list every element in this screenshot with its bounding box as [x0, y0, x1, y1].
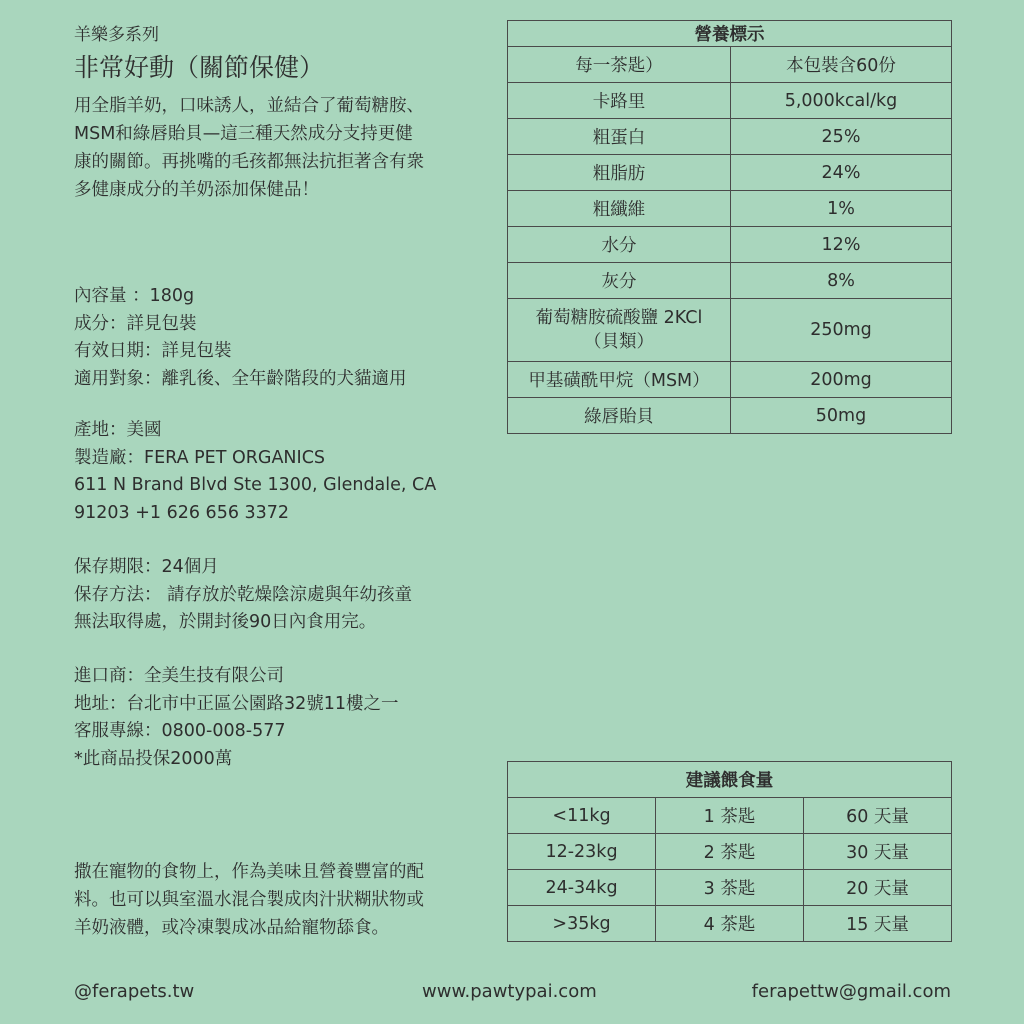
feeding-amount: 1 茶匙 [656, 798, 804, 834]
description-line: 多健康成分的羊奶添加保健品！ [74, 180, 319, 200]
nutrient-value: 24% [731, 155, 952, 191]
nutrient-name-note: （貝類） [584, 332, 654, 352]
ingredients: 成分：詳見包裝 [74, 313, 197, 334]
product-description [74, 92, 494, 204]
expiry-date: 有效日期：詳見包裝 [74, 341, 232, 361]
feeding-amount: 2 茶匙 [656, 834, 804, 870]
nutrient-value: 1% [731, 191, 952, 227]
nutrient-name: 卡路里 [508, 83, 731, 119]
origin: 產地：美國 [74, 420, 162, 440]
table-row [508, 362, 952, 398]
pet-weight: 24-34kg [508, 870, 656, 906]
table-row [508, 119, 952, 155]
serving-suggestion [74, 858, 494, 942]
storage-method: 保存方法： 請存放於乾燥陰涼處與年幼孩童 [74, 584, 413, 605]
product-spec-block [74, 283, 514, 393]
nutrient-name: 粗蛋白 [508, 119, 731, 155]
nutrient-value: 8% [731, 263, 952, 299]
origin-block [74, 417, 514, 527]
nutrition-header-serving: 每一茶匙） [508, 47, 731, 83]
table-row [508, 906, 952, 942]
product-title: 非常好動（關節保健） [74, 53, 325, 82]
email-link[interactable]: ferapettw@gmail.com [751, 981, 951, 1002]
series-name: 羊樂多系列 [74, 25, 159, 45]
nutrient-value: 250mg [731, 299, 952, 362]
table-row [508, 83, 952, 119]
manufacturer: 製造廠：FERA PET ORGANICS [74, 447, 326, 468]
nutrient-name: 甲基磺酰甲烷（MSM） [508, 362, 731, 398]
importer-block [74, 663, 514, 773]
nutrient-name: 粗脂肪 [508, 155, 731, 191]
table-row [508, 191, 952, 227]
nutrient-value: 200mg [731, 362, 952, 398]
nutrient-value: 12% [731, 227, 952, 263]
storage-block [74, 554, 514, 637]
importer-address: 地址：台北市中正區公園路32號11樓之一 [74, 693, 399, 714]
table-row [508, 398, 952, 434]
feeding-amount: 3 茶匙 [656, 870, 804, 906]
serving-line: 撒在寵物的食物上，作為美味且營養豐富的配 [74, 862, 424, 882]
storage-method-cont: 無法取得處，於開封後90日內食用完。 [74, 612, 377, 632]
nutrient-value: 5,000kcal/kg [731, 83, 952, 119]
supply-days: 30 天量 [804, 834, 952, 870]
pet-weight: 12-23kg [508, 834, 656, 870]
table-row [508, 798, 952, 834]
insurance-note: *此商品投保2000萬 [74, 748, 233, 769]
shelf-life: 保存期限：24個月 [74, 557, 219, 577]
feeding-amount: 4 茶匙 [656, 906, 804, 942]
description-line: MSM和綠唇貽貝—這三種天然成分支持更健 [74, 124, 413, 144]
pet-weight: >35kg [508, 906, 656, 942]
supply-days: 15 天量 [804, 906, 952, 942]
nutrient-name [508, 299, 731, 362]
nutrition-header-package: 本包裝含60份 [731, 47, 952, 83]
nutrient-name: 灰分 [508, 263, 731, 299]
nutrient-name: 綠唇貽貝 [508, 398, 731, 434]
service-hotline: 客服專線：0800-008-577 [74, 721, 286, 741]
table-row [508, 227, 952, 263]
manufacturer-address: 611 N Brand Blvd Ste 1300, Glendale, CA [74, 475, 437, 495]
feeding-caption: 建議餵食量 [508, 762, 952, 798]
nutrient-value: 50mg [731, 398, 952, 434]
serving-line: 料。也可以與室溫水混合製成肉汁狀糊狀物或 [74, 890, 424, 910]
description-line: 用全脂羊奶，口味誘人，並結合了葡萄糖胺、 [74, 96, 424, 116]
nutrition-table [507, 20, 952, 434]
manufacturer-phone: 91203 +1 626 656 3372 [74, 502, 290, 523]
nutrient-name: 粗纖維 [508, 191, 731, 227]
instagram-handle: @ferapets.tw [74, 981, 195, 1002]
nutrient-name-line: 葡萄糖胺硫酸鹽 2KCl [535, 308, 703, 328]
target-audience: 適用對象：離乳後、全年齡階段的犬貓適用 [74, 368, 407, 389]
feeding-table [507, 761, 952, 942]
table-row [508, 299, 952, 362]
net-content: 內容量 ：180g [74, 286, 195, 306]
nutrient-name: 水分 [508, 227, 731, 263]
table-row [508, 263, 952, 299]
table-row [508, 870, 952, 906]
nutrient-value: 25% [731, 119, 952, 155]
table-row [508, 155, 952, 191]
pet-weight: <11kg [508, 798, 656, 834]
website-link[interactable]: www.pawtypai.com [422, 981, 597, 1002]
importer: 進口商：全美生技有限公司 [74, 666, 284, 686]
table-row [508, 834, 952, 870]
nutrition-caption: 營養標示 [508, 21, 952, 47]
serving-line: 羊奶液體，或冷凍製成冰品給寵物舔食。 [74, 918, 389, 938]
supply-days: 20 天量 [804, 870, 952, 906]
description-line: 康的關節。再挑嘴的毛孩都無法抗拒著含有衆 [74, 152, 424, 172]
supply-days: 60 天量 [804, 798, 952, 834]
